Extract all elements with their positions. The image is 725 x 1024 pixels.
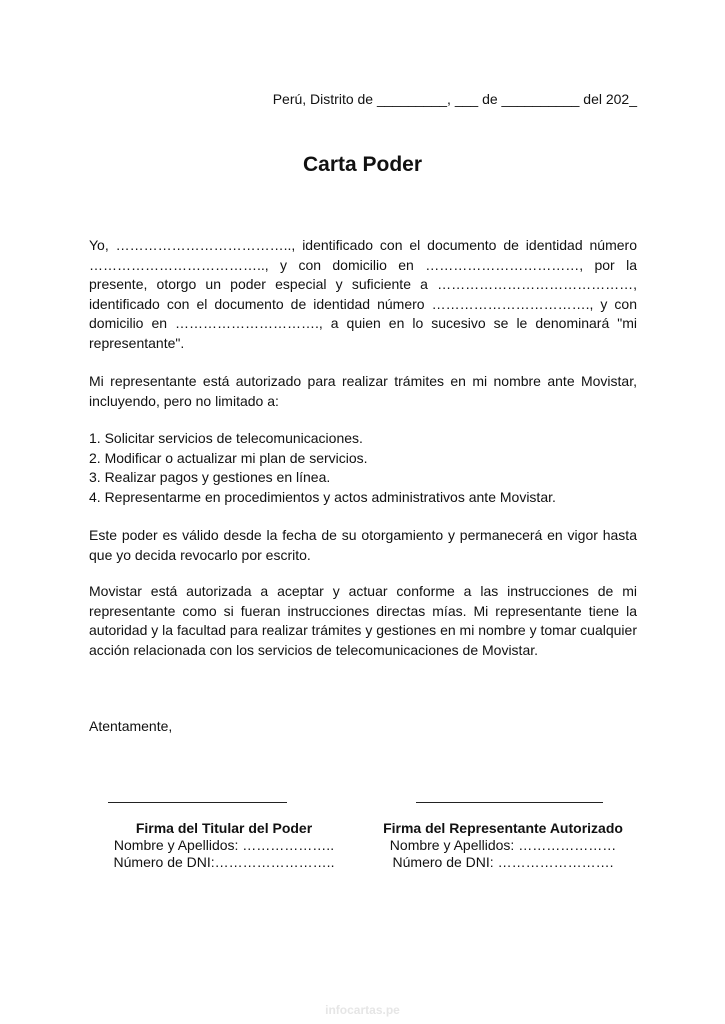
acceptance-paragraph: Movistar está autorizada a aceptar y actuar conforme a las instrucciones de mi representante como si fueran instrucciones directas mías. Mi representante tiene la autoridad y la facultad para realizar trámites y gestiones en mi nombre y tomar cualquier acción relacionada con los servicios de telecomunicaciones de Movistar. [89, 583, 637, 658]
grantor-dni-field: Número de DNI:…………………….. [113, 854, 335, 870]
closing-salutation: Atentamente, [89, 718, 173, 734]
representative-signature-title: Firma del Representante Autorizado [383, 820, 623, 836]
authorized-actions-list [89, 429, 637, 507]
site-watermark: infocartas.pe [325, 1003, 400, 1017]
list-item: 4. Representarme en procedimientos y actos administrativos ante Movistar. [89, 488, 556, 505]
representative-dni-field: Número de DNI: ……………………. [392, 854, 614, 870]
intro-paragraph: Yo, ……………………………….., identificado con el documento de identidad número ……………………………….., y con domicilio en ……………………………, por la presente, otorgo un poder especial y suficiente a ……………………………………, identificado con el documento de identidad número ……………………………., y con domicilio en …………………………., a quien en lo sucesivo se le denominará "mi representante". [89, 237, 637, 351]
representative-name-field: Nombre y Apellidos: ………………… [389, 837, 617, 853]
list-item: 1. Solicitar servicios de telecomunicaciones. [89, 430, 363, 446]
authorization-paragraph: Mi representante está autorizado para realizar trámites en mi nombre ante Movistar, incluyendo, pero no limitado a: [89, 373, 637, 409]
grantor-signature-block [86, 820, 362, 871]
grantor-name-field: Nombre y Apellidos: ……………….. [113, 837, 335, 853]
grantor-signature-title: Firma del Titular del Poder [135, 820, 313, 836]
list-item: 2. Modificar o actualizar mi plan de servicios. [89, 449, 368, 466]
page-title: Carta Poder [302, 153, 423, 176]
grantor-signature-line [108, 802, 287, 803]
representative-signature-block [358, 820, 648, 871]
validity-paragraph: Este poder es válido desde la fecha de su otorgamiento y permanecerá en vigor hasta que yo decida revocarlo por escrito. [89, 527, 637, 563]
representative-signature-line [416, 802, 603, 803]
date-line: Perú, Distrito de _________, ___ de __________ del 202_ [272, 91, 637, 107]
list-item: 3. Realizar pagos y gestiones en línea. [89, 469, 331, 485]
